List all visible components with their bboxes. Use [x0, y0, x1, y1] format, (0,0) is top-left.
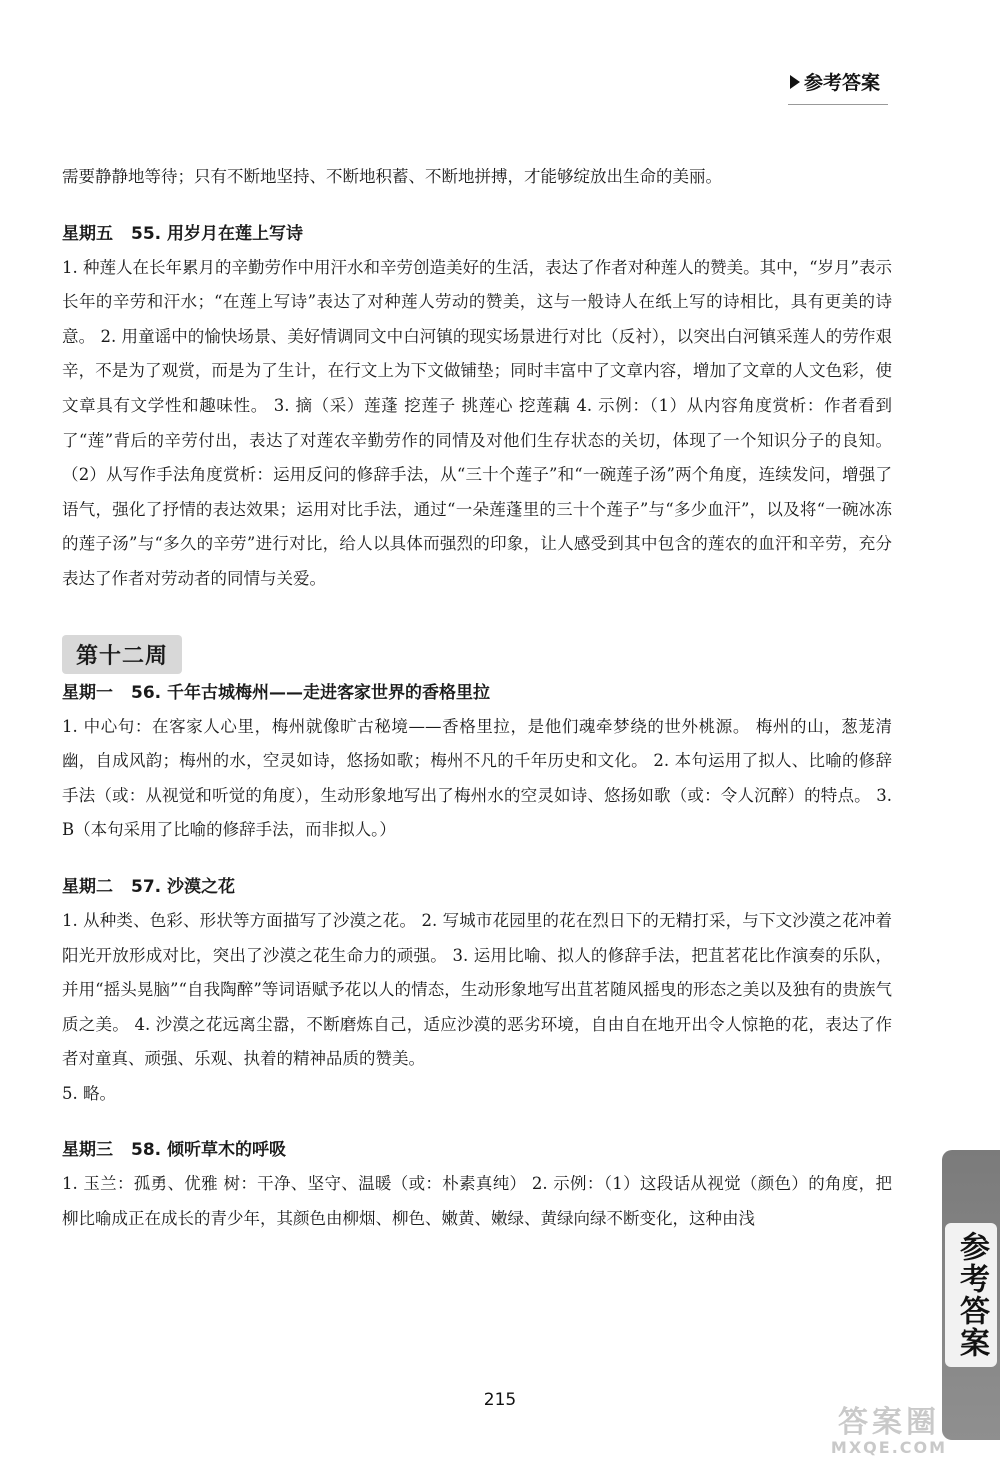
answer-paragraph: 1. 从种类、色彩、形状等方面描写了沙漠之花。 2. 写城市花园里的花在烈日下的无精打采，与下文沙漠之花冲着阳光开放形成对比，突出了沙漠之花生命力的顽强。 3. 运用比喻、拟人的修辞手法，把苴茗花比作演奏的乐队，并用“摇头晃脑”“自我陶醉”等词语赋予花以人的情态，生动形象地写出苴茗随风摇曳的形态之美以及独有的贵族气质之美。 4. 沙漠之花远离尘嚣，不断磨炼自己，适应沙漠的恶劣环境，自由自在地开出令人惊艳的花，表达了作者对童真、顽强、乐观、执着的精神品质的赞美。	[62, 910, 892, 1069]
answer-content	[62, 160, 892, 1237]
answer-paragraph: 1. 种莲人在长年累月的辛勤劳作中用汗水和辛劳创造美好的生活，表达了作者对种莲人的赞美。其中，“岁月”表示长年的辛劳和汗水；“在莲上写诗”表达了对种莲人劳动的赞美，这与一般诗人在纸上写的诗相比，具有更美的诗意。 2. 用童谣中的愉快场景、美好情调同文中白河镇的现实场景进行对比（反衬），以突出白河镇采莲人的劳作艰辛，不是为了观赏，而是为了生计，在行文上为下文做铺垫；同时丰富中了文章内容，增加了文章的人文色彩，使文章具有文学性和趣味性。 3. 摘（采）莲蓬 挖莲子 挑莲心 挖莲藕 4. 示例：（1）从内容角度赏析：作者看到了“莲”背后的辛劳付出，表达了对莲农辛勤劳作的同情及对他们生存状态的关切，体现了一个知识分子的良知。 （2）从写作手法角度赏析：运用反问的修辞手法，从“三十个莲子”和“一碗莲子汤”两个角度，连续发问，增强了语气，强化了抒情的表达效果；运用对比手法，通过“一朵莲蓬里的三十个莲子”与“多少血汗”，以及将“一碗冰冻的莲子汤”与“多久的辛劳”进行对比，给人以具体而强烈的印象，让人感受到其中包含的莲农的血汗和辛劳，充分表达了作者对劳动者的同情与关爱。	[62, 257, 892, 588]
section-title	[62, 872, 892, 902]
header-section-tag	[790, 68, 880, 95]
week-banner: 第十二周	[62, 635, 182, 674]
weekday-label: 星期二	[62, 876, 113, 897]
weekday-label: 星期三	[62, 1140, 113, 1161]
side-tab-label: 参考答案	[945, 1223, 997, 1367]
answer-paragraph-extra: 5. 略。	[62, 1083, 116, 1103]
intro-paragraph: 需要静静地等待；只有不断地坚持、不断地积蓄、不断地拼搏，才能够绽放出生命的美丽。	[62, 167, 722, 186]
section-56	[62, 678, 892, 848]
triangle-icon	[790, 75, 800, 89]
weekday-label: 星期五	[62, 223, 113, 244]
answer-paragraph: 1. 中心句：在客家人心里，梅州就像旷古秘境——香格里拉，是他们魂牵梦绕的世外桃源。 梅州的山，葱茏清幽，自成风韵；梅州的水，空灵如诗，悠扬如歌；梅州不凡的千年历史和文化。 2. 本句运用了拟人、比喻的修辞手法（或：从视觉和听觉的角度），生动形象地写出了梅州水的空灵如诗、悠扬如歌（或：令人沉醉）的特点。 3. B（本句采用了比喻的修辞手法，而非拟人。）	[62, 716, 892, 840]
section-58	[62, 1135, 892, 1236]
page-number: 215	[483, 1390, 517, 1410]
watermark-text: 答案圈	[838, 1405, 940, 1440]
lesson-title: 57. 沙漠之花	[131, 876, 236, 897]
weekday-label: 星期一	[62, 682, 113, 703]
lesson-title: 55. 用岁月在莲上写诗	[131, 223, 304, 244]
watermark-logo	[794, 1405, 984, 1461]
header-rule	[788, 104, 888, 105]
section-title	[62, 219, 892, 249]
section-57	[62, 872, 892, 1112]
section-55	[62, 219, 892, 597]
watermark-url: MXQE.COM	[830, 1438, 948, 1457]
section-title	[62, 1135, 892, 1165]
section-title	[62, 678, 892, 708]
lesson-title: 58. 倾听草木的呼吸	[131, 1140, 287, 1161]
header-tag-label: 参考答案	[803, 72, 880, 94]
answer-paragraph: 1. 玉兰：孤勇、优雅 树：干净、坚守、温暖（或：朴素真纯） 2. 示例：（1）这段话从视觉（颜色）的角度，把柳比喻成正在成长的青少年，其颜色由柳烟、柳色、嫩黄、嫩绿、黄绿向绿不断变化，这种由浅	[62, 1174, 892, 1229]
lesson-title: 56. 千年古城梅州——走进客家世界的香格里拉	[131, 682, 491, 703]
